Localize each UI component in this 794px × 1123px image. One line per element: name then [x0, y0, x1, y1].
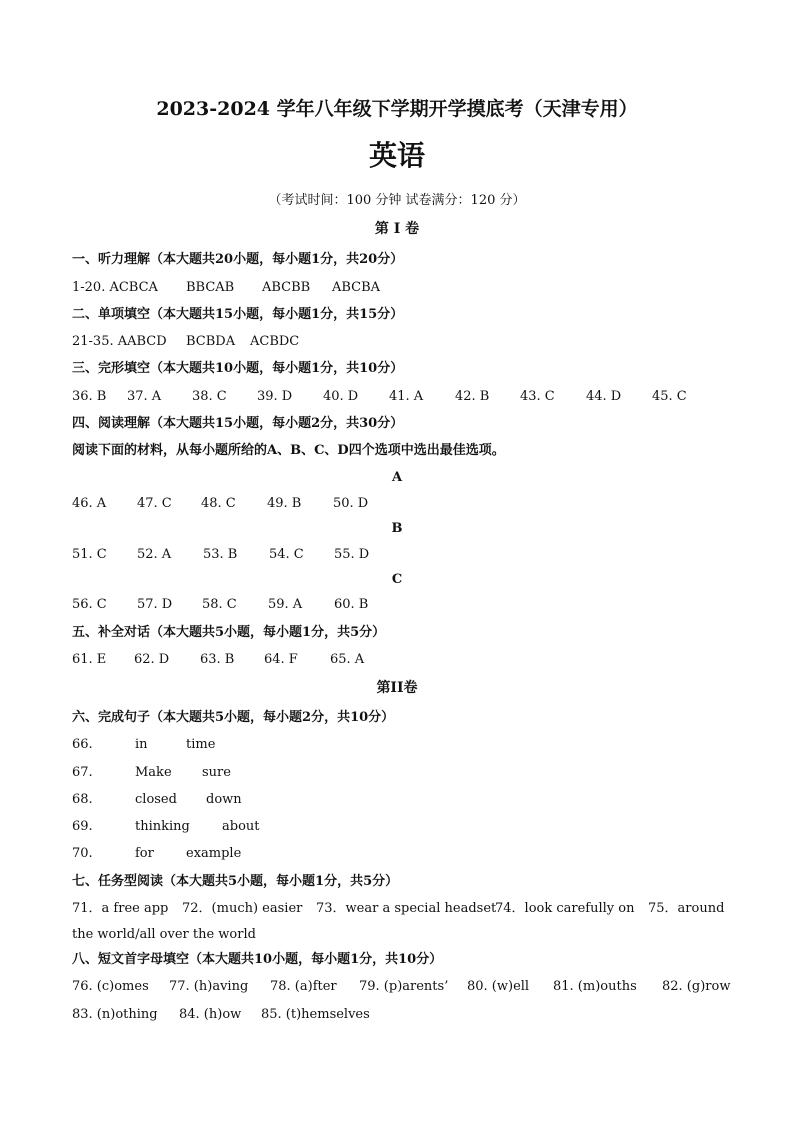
answer-item: 52. A: [137, 547, 172, 562]
answer-item: 77. (h)aving: [169, 979, 249, 994]
section-2-heading: 二、单项填空（本大题共15小题，每小题1分，共15分）: [72, 307, 404, 322]
answer-group: ACBDC: [250, 334, 300, 349]
answer-item: 72．(much) easier: [182, 901, 303, 916]
answer-item: 59. A: [268, 597, 303, 612]
answer-word: time: [186, 737, 216, 752]
sentence-completion-row: [72, 765, 231, 781]
answer-item: 82. (g)row: [662, 979, 731, 994]
answer-group: BCBDA: [186, 334, 236, 349]
answer-item: 39. D: [257, 389, 293, 404]
passage-c-label: C: [391, 572, 403, 587]
section-8-heading: 八、短文首字母填空（本大题共10小题，每小题1分，共10分）: [72, 952, 443, 967]
answer-item: 48. C: [201, 496, 236, 511]
answer-item: 58. C: [202, 597, 237, 612]
answer-item: 62. D: [134, 652, 170, 667]
passage-b-answers: [72, 547, 369, 563]
passage-a-answers: [72, 496, 368, 512]
answer-word: example: [186, 846, 242, 861]
section-1-answers: [72, 280, 380, 296]
answer-item: 63. B: [200, 652, 235, 667]
section-7-continuation: the world/all over the world: [72, 927, 256, 942]
answer-word: sure: [202, 765, 231, 780]
volume-2-label: 第II卷: [376, 680, 418, 696]
answer-item: 64. F: [264, 652, 298, 667]
answer-item: 84. (h)ow: [179, 1007, 242, 1022]
answer-item: 36. B: [72, 389, 107, 404]
section-8-answers-row-1: [72, 979, 730, 995]
answer-group: 21-35. AABCD: [72, 334, 167, 349]
answer-word: Make: [135, 765, 172, 780]
answer-item: 43. C: [520, 389, 555, 404]
answer-word: for: [135, 846, 154, 861]
passage-a-label: A: [391, 470, 403, 485]
answer-item: 80. (w)ell: [467, 979, 530, 994]
answer-item: 65. A: [330, 652, 365, 667]
section-8-answers-row-2: [72, 1007, 370, 1023]
answer-item: 61. E: [72, 652, 107, 667]
section-5-heading: 五、补全对话（本大题共5小题，每小题1分，共5分）: [72, 625, 386, 640]
answer-item: 47. C: [137, 496, 172, 511]
question-number: 67.: [72, 765, 93, 780]
answer-item: 79. (p)arents’: [359, 979, 449, 994]
answer-item: 41. A: [389, 389, 424, 404]
answer-word: closed: [135, 792, 177, 807]
section-3-answers: [72, 389, 687, 405]
passage-c-answers: [72, 597, 368, 613]
answer-item: 71．a free app: [72, 901, 169, 916]
section-4-heading: 四、阅读理解（本大题共15小题，每小题2分，共30分）: [72, 416, 404, 431]
section-4-instruction: 阅读下面的材料，从每小题所给的A、B、C、D四个选项中选出最佳选项。: [72, 443, 505, 458]
answer-item: 42. B: [455, 389, 490, 404]
answer-item: 53. B: [203, 547, 238, 562]
answer-item: 46. A: [72, 496, 107, 511]
answer-item: 81. (m)ouths: [553, 979, 637, 994]
exam-info: （考试时间：100 分钟 试卷满分：120 分）: [268, 193, 526, 208]
answer-group: ABCBA: [332, 280, 381, 295]
answer-group: BBCAB: [186, 280, 235, 295]
question-number: 68.: [72, 792, 93, 807]
answer-item: 55. D: [334, 547, 370, 562]
section-5-answers: [72, 652, 364, 668]
section-2-answers: [72, 334, 299, 350]
volume-1-label: 第 I 卷: [374, 221, 420, 237]
answer-item: 56. C: [72, 597, 107, 612]
answer-word: down: [206, 792, 242, 807]
sentence-completion-row: [72, 819, 260, 835]
question-number: 66.: [72, 737, 93, 752]
answer-item: 78. (a)fter: [270, 979, 337, 994]
answer-item: 50. D: [333, 496, 369, 511]
question-number: 70.: [72, 846, 93, 861]
answer-item: 54. C: [269, 547, 304, 562]
answer-item: 73．wear a special headset: [316, 901, 497, 916]
answer-item: 76. (c)omes: [72, 979, 149, 994]
answer-item: 51. C: [72, 547, 107, 562]
answer-group: 1-20. ACBCA: [72, 280, 158, 295]
sentence-completion-row: [72, 846, 241, 862]
sentence-completion-row: [72, 737, 215, 753]
answer-item: 83. (n)othing: [72, 1007, 158, 1022]
question-number: 69.: [72, 819, 93, 834]
answer-item: 40. D: [323, 389, 359, 404]
answer-item: 74．look carefully on: [495, 901, 635, 916]
subject-title: 英语: [368, 139, 425, 172]
document-title: 2023-2024 学年八年级下学期开学摸底考（天津专用）: [156, 98, 638, 120]
answer-item: 75．around: [648, 901, 725, 916]
section-6-heading: 六、完成句子（本大题共5小题，每小题2分，共10分）: [72, 710, 395, 725]
section-3-heading: 三、完形填空（本大题共10小题，每小题1分，共10分）: [72, 361, 404, 376]
answer-item: 37. A: [127, 389, 162, 404]
section-7-heading: 七、任务型阅读（本大题共5小题，每小题1分，共5分）: [72, 874, 399, 889]
section-1-heading: 一、听力理解（本大题共20小题，每小题1分，共20分）: [72, 252, 404, 267]
passage-b-label: B: [391, 521, 403, 536]
answer-word: about: [222, 819, 260, 834]
answer-item: 85. (t)hemselves: [261, 1007, 370, 1022]
answer-group: ABCBB: [262, 280, 311, 295]
answer-word: thinking: [135, 819, 190, 834]
answer-item: 38. C: [192, 389, 227, 404]
section-7-answers: [72, 901, 724, 917]
answer-item: 49. B: [267, 496, 302, 511]
answer-item: 57. D: [137, 597, 173, 612]
answer-item: 44. D: [586, 389, 622, 404]
sentence-completion-row: [72, 792, 242, 808]
answer-item: 60. B: [334, 597, 369, 612]
answer-item: 45. C: [652, 389, 687, 404]
answer-word: in: [135, 737, 148, 752]
